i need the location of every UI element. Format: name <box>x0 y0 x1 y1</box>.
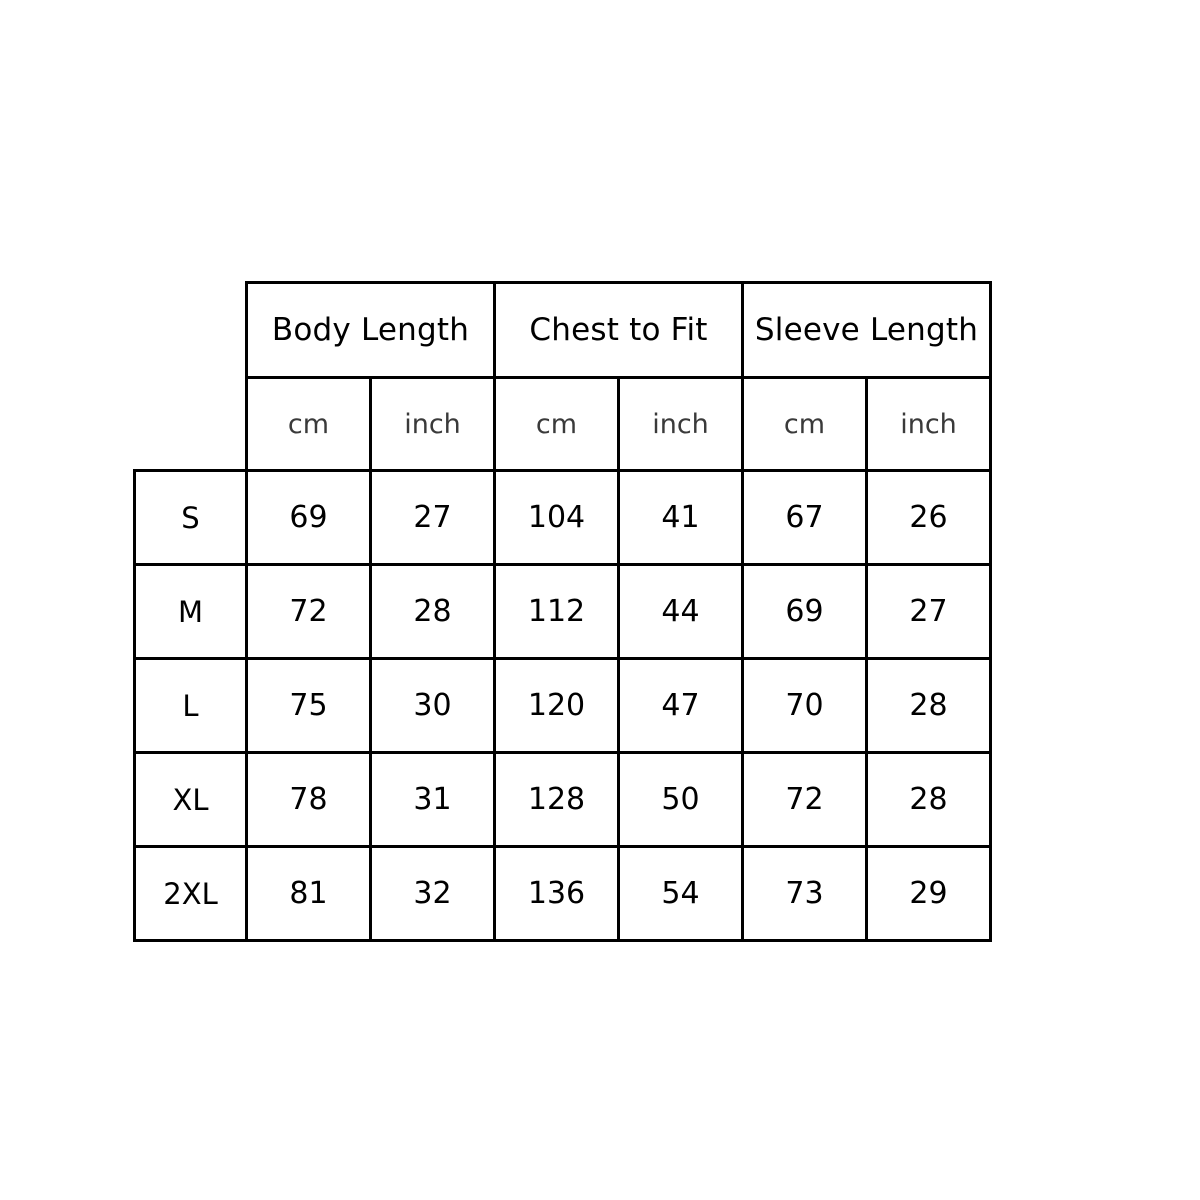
table-unit-header-row <box>135 378 991 471</box>
cell-sleeve-length-cm: 67 <box>743 471 867 565</box>
cell-sleeve-length-inch: 26 <box>867 471 991 565</box>
size-label: M <box>135 565 247 659</box>
unit-chest-to-fit-inch: inch <box>619 378 743 471</box>
cell-body-length-cm: 78 <box>247 753 371 847</box>
cell-chest-to-fit-cm: 104 <box>495 471 619 565</box>
cell-chest-to-fit-cm: 128 <box>495 753 619 847</box>
size-label: S <box>135 471 247 565</box>
cell-sleeve-length-inch: 29 <box>867 847 991 941</box>
cell-chest-to-fit-inch: 41 <box>619 471 743 565</box>
cell-sleeve-length-inch: 28 <box>867 659 991 753</box>
cell-body-length-inch: 31 <box>371 753 495 847</box>
cell-body-length-inch: 30 <box>371 659 495 753</box>
unit-body-length-cm: cm <box>247 378 371 471</box>
table-row <box>135 659 991 753</box>
cell-body-length-inch: 28 <box>371 565 495 659</box>
table-row <box>135 847 991 941</box>
unit-chest-to-fit-cm: cm <box>495 378 619 471</box>
group-header-body-length: Body Length <box>247 283 495 378</box>
cell-body-length-cm: 81 <box>247 847 371 941</box>
cell-chest-to-fit-inch: 44 <box>619 565 743 659</box>
cell-sleeve-length-cm: 72 <box>743 753 867 847</box>
cell-body-length-inch: 32 <box>371 847 495 941</box>
cell-body-length-cm: 75 <box>247 659 371 753</box>
cell-chest-to-fit-cm: 120 <box>495 659 619 753</box>
cell-sleeve-length-cm: 73 <box>743 847 867 941</box>
group-header-chest-to-fit: Chest to Fit <box>495 283 743 378</box>
cell-sleeve-length-cm: 69 <box>743 565 867 659</box>
table-row <box>135 471 991 565</box>
cell-chest-to-fit-cm: 136 <box>495 847 619 941</box>
table-row <box>135 753 991 847</box>
cell-sleeve-length-cm: 70 <box>743 659 867 753</box>
cell-body-length-inch: 27 <box>371 471 495 565</box>
table-group-header-row <box>135 283 991 378</box>
cell-chest-to-fit-inch: 47 <box>619 659 743 753</box>
size-column-header <box>135 283 247 471</box>
group-header-sleeve-length: Sleeve Length <box>743 283 991 378</box>
size-label: L <box>135 659 247 753</box>
size-label: 2XL <box>135 847 247 941</box>
cell-chest-to-fit-inch: 54 <box>619 847 743 941</box>
cell-sleeve-length-inch: 28 <box>867 753 991 847</box>
size-label: XL <box>135 753 247 847</box>
unit-body-length-inch: inch <box>371 378 495 471</box>
unit-sleeve-length-inch: inch <box>867 378 991 471</box>
cell-chest-to-fit-inch: 50 <box>619 753 743 847</box>
size-chart-table <box>133 281 992 942</box>
cell-sleeve-length-inch: 27 <box>867 565 991 659</box>
cell-chest-to-fit-cm: 112 <box>495 565 619 659</box>
table-row <box>135 565 991 659</box>
cell-body-length-cm: 72 <box>247 565 371 659</box>
cell-body-length-cm: 69 <box>247 471 371 565</box>
unit-sleeve-length-cm: cm <box>743 378 867 471</box>
